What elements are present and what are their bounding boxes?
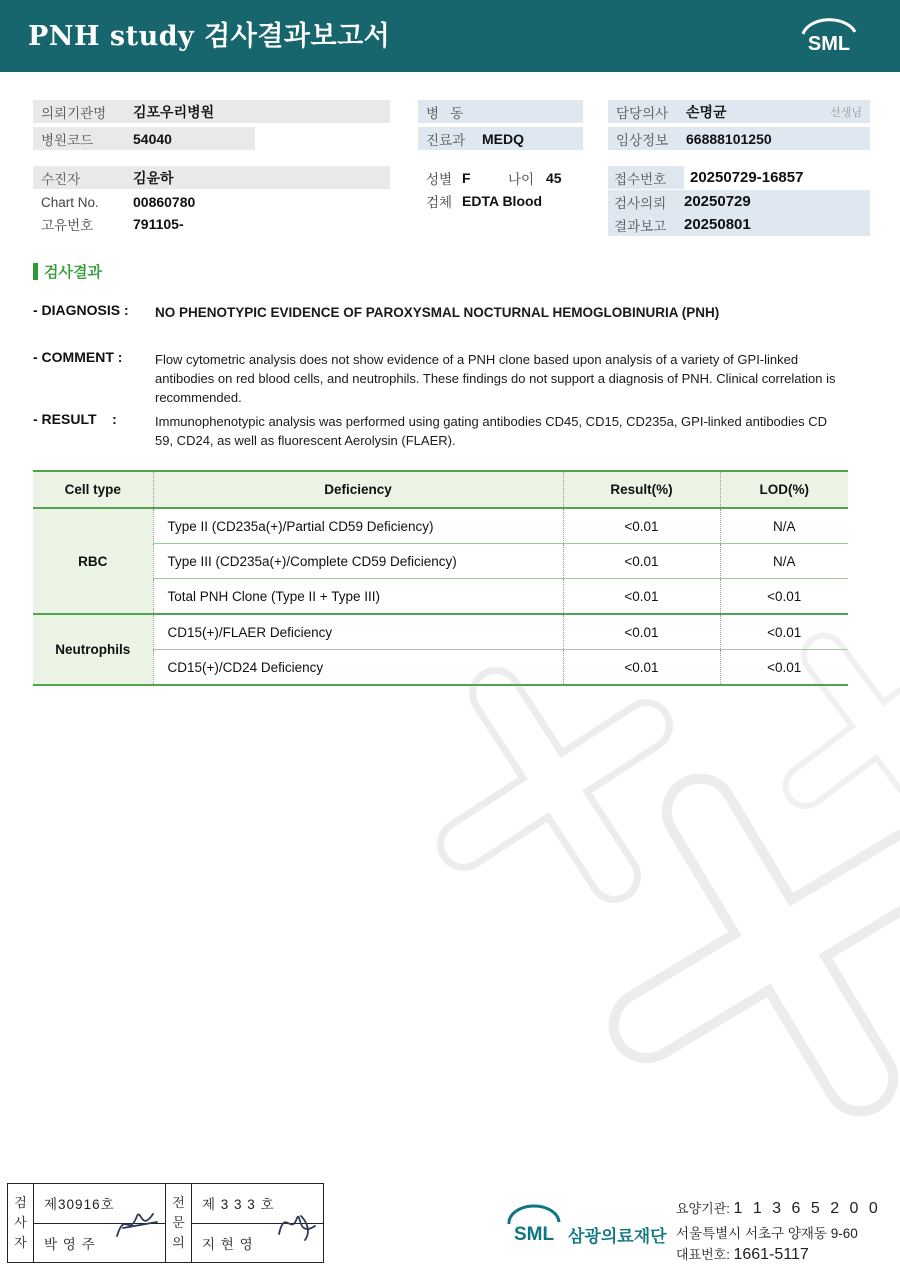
sml-watermark [340, 610, 900, 1170]
field-hospital-code-label: 병원코드 [41, 132, 94, 148]
result-cell: <0.01 [563, 650, 720, 686]
field-specimen [426, 190, 596, 212]
examiner-name: 박 영 주 [44, 1236, 96, 1252]
comment-label: - COMMENT : [33, 349, 123, 365]
footer-phone-label: 대표번호: [676, 1247, 730, 1262]
footer-sml-logo [505, 1200, 563, 1250]
specialist-role-label: 전문의 [172, 1194, 185, 1251]
comment-value: Flow cytometric analysis does not show evidence of a PNH clone based upon analysis of a variety of GPI-linked antibodies on red blood cells, and neutrophils. These findings do not support a diagnosis of PNH. Clinical correlation is recommended. [155, 352, 836, 405]
sml-logo [798, 8, 860, 62]
lod-cell: N/A [772, 518, 796, 534]
deficiency-cell: CD15(+)/FLAER Deficiency [153, 614, 563, 650]
field-doctor-value: 손명균 [686, 103, 727, 120]
lod-cell: <0.01 [720, 614, 848, 650]
green-bar-icon [33, 263, 38, 280]
field-request-label: 검사의뢰 [614, 195, 667, 211]
examiner-stamp-box [33, 1183, 166, 1263]
table-row [33, 508, 848, 544]
diagnosis-value: NO PHENOTYPIC EVIDENCE OF PAROXYSMAL NOCTURNAL HEMOGLOBINURIA (PNH) [155, 305, 720, 320]
lod-cell: <0.01 [720, 650, 848, 686]
care-org-line [676, 1198, 881, 1218]
results-section-title: 검사결과 [44, 264, 102, 281]
cell-type-rbc: RBC [33, 508, 153, 614]
specialist-name: 지 현 영 [202, 1236, 254, 1252]
footer-address: 서울특별시 서초구 양재동 9-60 [676, 1226, 858, 1241]
field-sex-value: F [462, 170, 471, 186]
field-doctor-label: 담당의사 [616, 105, 669, 121]
field-report-row [608, 213, 870, 236]
field-specimen-value: EDTA Blood [462, 193, 543, 209]
field-receipt-value-row [690, 166, 870, 189]
field-receipt-value: 20250729-16857 [690, 169, 804, 186]
table-row [33, 544, 848, 579]
lod-cell: N/A [720, 544, 848, 579]
field-clinical-info-value: 66888101250 [686, 130, 772, 147]
field-receipt-label: 접수번호 [614, 171, 667, 187]
table-row [33, 614, 848, 650]
lod-cell: <0.01 [720, 579, 848, 615]
field-chart-no-value: 00860780 [133, 194, 196, 210]
col-header-deficiency: Deficiency [153, 471, 563, 508]
result-cell: <0.01 [563, 614, 720, 650]
field-sex-age [426, 167, 596, 189]
footer-sml-logo-text: SML [513, 1224, 555, 1245]
field-ward-label: 병 동 [426, 105, 464, 121]
examiner-role-label: 검사자 [14, 1194, 27, 1251]
table-header-row [33, 471, 848, 508]
field-unique-no-value: 791105- [133, 216, 184, 232]
field-sex-label: 성별 [426, 172, 453, 187]
field-ward [418, 100, 583, 123]
results-section-heading [33, 261, 102, 282]
field-specimen-label: 검체 [426, 195, 453, 210]
field-org [33, 100, 390, 123]
field-org-value: 김포우리병원 [133, 103, 215, 120]
footer-phone-number: 1661-5117 [733, 1246, 809, 1263]
field-unique-no-label: 고유번호 [41, 218, 94, 233]
specialist-cert-no: 제 3 3 3 호 [192, 1184, 323, 1224]
result-label: - RESULT : [33, 411, 117, 427]
field-hospital-code-value: 54040 [133, 130, 172, 147]
result-cell: <0.01 [563, 508, 720, 544]
sml-logo-text: SML [807, 33, 851, 55]
specialist-stamp-box [191, 1183, 324, 1263]
field-receipt-label-box [608, 166, 684, 189]
field-department [418, 127, 583, 150]
diagnosis-label: - DIAGNOSIS : [33, 302, 129, 318]
field-patient-label: 수진자 [41, 171, 81, 187]
field-age-value: 45 [546, 170, 562, 186]
field-dates-box [608, 190, 870, 236]
cell-type-neutrophils: Neutrophils [33, 614, 153, 685]
specialist-role-cell [165, 1183, 192, 1263]
table-row [33, 650, 848, 686]
deficiency-cell: CD15(+)/CD24 Deficiency [153, 650, 563, 686]
field-org-label: 의뢰기관명 [41, 105, 107, 121]
deficiency-cell: Type III (CD235a(+)/Complete CD59 Deficiency) [153, 544, 563, 579]
page-title: PNH study 검사결과보고서 [28, 21, 391, 52]
field-department-value: MEDQ [482, 130, 524, 147]
examiner-signature [113, 1206, 163, 1248]
field-doctor-suffix: 선생님 [830, 106, 862, 119]
examiner-cert-no: 제30916호 [34, 1184, 165, 1224]
specialist-signature [271, 1206, 321, 1248]
footer-phone-line [676, 1244, 809, 1264]
result-cell: <0.01 [563, 544, 720, 579]
col-header-cell-type: Cell type [33, 471, 153, 508]
field-patient [33, 166, 390, 189]
field-clinical-info [608, 127, 870, 150]
result-cell: <0.01 [563, 579, 720, 615]
deficiency-cell: Total PNH Clone (Type II + Type III) [153, 579, 563, 615]
field-chart-no [33, 191, 390, 213]
report-header [0, 0, 900, 72]
deficiency-cell: Type II (CD235a(+)/Partial CD59 Deficiency) [153, 508, 563, 544]
field-department-label: 진료과 [426, 132, 466, 148]
field-doctor [608, 100, 870, 123]
field-clinical-info-label: 임상정보 [616, 132, 669, 148]
field-unique-no [33, 213, 390, 235]
field-request-row [608, 190, 870, 213]
footer-org-name: 삼광의료재단 [568, 1227, 667, 1246]
col-header-result: Result(%) [563, 471, 720, 508]
field-request-value: 20250729 [684, 193, 751, 210]
field-report-label: 결과보고 [614, 218, 667, 234]
field-age-label: 나이 [508, 172, 535, 187]
care-org-label: 요양기관: [676, 1201, 730, 1216]
field-report-value: 20250801 [684, 216, 751, 233]
field-chart-no-label: Chart No. [41, 194, 99, 210]
result-value: Immunophenotypic analysis was performed using gating antibodies CD45, CD15, CD235a, GPI-linked antibodies CD 59, CD24, as well as fluorescent Aerolysin (FLAER). [155, 414, 828, 448]
table-row [33, 579, 848, 615]
examiner-role-cell [7, 1183, 34, 1263]
col-header-lod: LOD(%) [720, 471, 848, 508]
signature-stamps [8, 1183, 324, 1263]
field-hospital-code [33, 127, 255, 150]
field-patient-value: 김윤하 [133, 169, 174, 186]
care-org-number: 1 1 3 6 5 2 0 0 [733, 1200, 881, 1217]
results-table [33, 470, 848, 686]
